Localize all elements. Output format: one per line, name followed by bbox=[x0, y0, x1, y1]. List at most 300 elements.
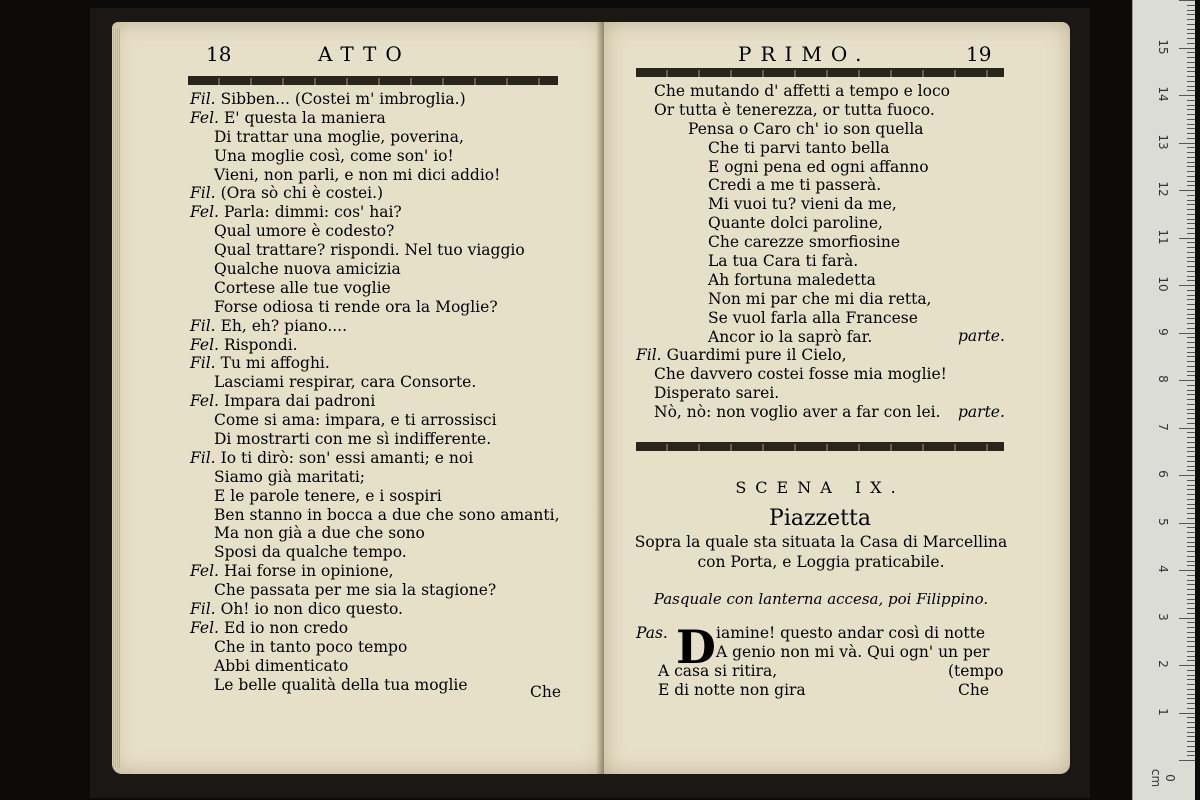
ruler-tick bbox=[1187, 656, 1195, 657]
ruler-tick bbox=[1187, 456, 1195, 457]
ruler-tick bbox=[1187, 195, 1195, 196]
left_page-line bbox=[190, 581, 590, 600]
ruler-tick bbox=[1179, 428, 1195, 429]
ruler-tick bbox=[1187, 318, 1195, 319]
verse-text: Che passata per me sia la stagione? bbox=[214, 581, 497, 600]
verse-text: Che ti parvi tanto bella bbox=[708, 138, 890, 157]
verse-text: Lasciami respirar, cara Consorte. bbox=[214, 373, 477, 392]
left_page-line bbox=[190, 203, 590, 222]
ruler-label: 11 bbox=[1156, 228, 1170, 245]
ruler-tick bbox=[1187, 242, 1195, 243]
speaker-tag: Fel. bbox=[190, 392, 219, 411]
ruler-tick bbox=[1187, 176, 1195, 177]
left_page-line bbox=[190, 373, 590, 392]
left-header-rule bbox=[188, 76, 558, 85]
ruler-tick bbox=[1187, 418, 1195, 419]
ruler-tick bbox=[1187, 546, 1195, 547]
ruler-tick bbox=[1187, 81, 1195, 82]
ruler-tick bbox=[1187, 561, 1195, 562]
ruler-label: 2 bbox=[1156, 660, 1170, 668]
ruler-tick bbox=[1187, 637, 1195, 638]
ruler-tick bbox=[1187, 304, 1195, 305]
ruler-label: 3 bbox=[1156, 612, 1170, 621]
verse-text: E' questa la maniera bbox=[223, 108, 386, 127]
ruler-tick bbox=[1187, 499, 1195, 500]
verse-text: E ogni pena ed ogni affanno bbox=[708, 157, 929, 176]
ruler-tick bbox=[1187, 90, 1195, 91]
left_page-line bbox=[190, 109, 590, 128]
ruler-tick bbox=[1187, 356, 1195, 357]
ruler-tick bbox=[1187, 565, 1195, 566]
scene-characters: Pasquale con lanterna accesa, poi Filippino. bbox=[653, 590, 989, 608]
ruler-tick bbox=[1187, 603, 1195, 604]
ruler-tick bbox=[1187, 76, 1195, 77]
ruler-tick bbox=[1179, 760, 1195, 761]
ruler-tick bbox=[1187, 432, 1195, 433]
ruler-label: 7 bbox=[1156, 422, 1170, 431]
measuring-ruler bbox=[1132, 0, 1195, 800]
scene-speaker: Pas. bbox=[636, 624, 668, 642]
right_page-line bbox=[636, 195, 1036, 214]
setting-description-2: con Porta, e Loggia praticabile. bbox=[697, 553, 945, 571]
verse-text: Che in tanto poco tempo bbox=[214, 637, 408, 656]
verse-text: La tua Cara ti farà. bbox=[708, 252, 859, 271]
ruler-tick bbox=[1187, 181, 1195, 182]
ruler-tick bbox=[1187, 542, 1195, 543]
ruler-tick bbox=[1187, 470, 1195, 471]
verse-text: Credi a me ti passerà. bbox=[708, 176, 882, 195]
ruler-tick bbox=[1187, 646, 1195, 647]
speaker-tag: Fel. bbox=[190, 335, 219, 354]
scene-setting: Piazzetta bbox=[769, 506, 871, 531]
ruler-tick bbox=[1187, 689, 1195, 690]
left_page-line bbox=[190, 600, 590, 619]
verse-text: Disperato sarei. bbox=[654, 384, 780, 403]
verse-text: Ben stanno in bocca a due che sono amanti, bbox=[214, 505, 560, 524]
ruler-tick bbox=[1187, 494, 1195, 495]
ruler-tick bbox=[1187, 266, 1195, 267]
left_page-line bbox=[190, 430, 590, 449]
ruler-tick bbox=[1187, 727, 1195, 728]
ruler-tick bbox=[1187, 5, 1195, 6]
ruler-tick bbox=[1187, 295, 1195, 296]
left_page-line bbox=[190, 128, 590, 147]
left_page-line bbox=[190, 524, 590, 543]
left_page-line bbox=[190, 638, 590, 657]
verse-text: Mi vuoi tu? vieni da me, bbox=[708, 195, 897, 214]
right_page-line bbox=[636, 384, 1036, 403]
ruler-tick bbox=[1187, 200, 1195, 201]
ruler-tick bbox=[1187, 138, 1195, 139]
ruler-tick bbox=[1187, 114, 1195, 115]
ruler-tick bbox=[1187, 746, 1195, 747]
left_page-line bbox=[190, 657, 590, 676]
verse-text: Qual trattare? rispondi. Nel tuo viaggio bbox=[214, 241, 525, 260]
ruler-tick bbox=[1187, 100, 1195, 101]
ruler-tick bbox=[1187, 299, 1195, 300]
right-catchword: Che bbox=[958, 681, 990, 699]
verse-text: Oh! io non dico questo. bbox=[220, 600, 403, 619]
ruler-tick bbox=[1187, 451, 1195, 452]
left-page-number: 18 bbox=[206, 42, 232, 66]
ruler-unit-label: 0 cm bbox=[1149, 768, 1177, 788]
speaker-tag: Fil. bbox=[190, 316, 216, 335]
ruler-label: 12 bbox=[1156, 181, 1170, 197]
ruler-tick bbox=[1179, 0, 1195, 1]
right_page-line bbox=[636, 214, 1036, 233]
speaker-tag: Fel. bbox=[190, 562, 219, 581]
ruler-tick bbox=[1187, 584, 1195, 585]
left_page-line bbox=[190, 222, 590, 241]
left_page-line bbox=[190, 392, 590, 411]
right_page-line bbox=[636, 101, 1036, 120]
verse-text: Come si ama: impara, e ti arrossisci bbox=[214, 411, 497, 430]
ruler-tick bbox=[1187, 124, 1195, 125]
ruler-tick bbox=[1187, 594, 1195, 595]
ruler-tick bbox=[1179, 570, 1195, 571]
ruler-tick bbox=[1187, 575, 1195, 576]
ruler-label: 13 bbox=[1156, 133, 1170, 150]
verse-text: Siamo già maritati; bbox=[214, 467, 366, 486]
verse-text: Le belle qualità della tua moglie bbox=[214, 675, 468, 694]
ruler-tick bbox=[1187, 466, 1195, 467]
ruler-tick bbox=[1187, 57, 1195, 58]
ruler-tick bbox=[1187, 204, 1195, 205]
ruler-tick bbox=[1187, 228, 1195, 229]
verse-line-4: E di notte non gira bbox=[658, 681, 806, 699]
ruler-tick bbox=[1187, 599, 1195, 600]
verse-text: Guardimi pure il Cielo, bbox=[666, 346, 847, 365]
verse-line-3: A casa si ritira, bbox=[658, 662, 778, 680]
ruler-tick bbox=[1187, 518, 1195, 519]
ruler-tick bbox=[1187, 480, 1195, 481]
ruler-tick bbox=[1187, 447, 1195, 448]
ruler-tick bbox=[1179, 190, 1195, 191]
right_page-line bbox=[636, 233, 1036, 252]
ruler-tick bbox=[1187, 390, 1195, 391]
ruler-tick bbox=[1187, 589, 1195, 590]
ruler-tick bbox=[1187, 223, 1195, 224]
right_page-line bbox=[636, 365, 1036, 384]
verse-text: (Ora sò chi è costei.) bbox=[220, 184, 384, 203]
ruler-tick bbox=[1187, 352, 1195, 353]
verse-text: Ed io non credo bbox=[223, 618, 349, 637]
left_page-line bbox=[190, 543, 590, 562]
right_page-line bbox=[636, 346, 1036, 365]
ruler-tick bbox=[1187, 608, 1195, 609]
ruler-tick bbox=[1187, 413, 1195, 414]
verse-text: Or tutta è tenerezza, or tutta fuoco. bbox=[654, 100, 935, 119]
verse-text: Io ti dirò: son' essi amanti; e noi bbox=[220, 448, 474, 467]
speaker-tag: Fel. bbox=[190, 618, 219, 637]
ruler-tick bbox=[1187, 504, 1195, 505]
speaker-tag: Fil. bbox=[190, 448, 216, 467]
speaker-tag: Fil. bbox=[636, 346, 662, 365]
verse-text: Abbi dimenticato bbox=[214, 656, 349, 675]
ruler-tick bbox=[1187, 485, 1195, 486]
ruler-tick bbox=[1187, 133, 1195, 134]
verse-text: Quante dolci paroline, bbox=[708, 214, 883, 233]
ruler-tick bbox=[1187, 109, 1195, 110]
verse-text: Vieni, non parli, e non mi dici addio! bbox=[214, 165, 501, 184]
right_page-line bbox=[636, 120, 1036, 139]
ruler-tick bbox=[1187, 209, 1195, 210]
ruler-tick bbox=[1187, 627, 1195, 628]
ruler-tick bbox=[1187, 290, 1195, 291]
left-header bbox=[200, 42, 560, 72]
ruler-tick bbox=[1179, 523, 1195, 524]
left_page-line bbox=[190, 336, 590, 355]
verse-text: Non mi par che mi dia retta, bbox=[708, 289, 932, 308]
verse-text: Parla: dimmi: cos' hai? bbox=[223, 203, 402, 222]
ruler-tick bbox=[1187, 708, 1195, 709]
ruler-tick bbox=[1187, 309, 1195, 310]
left_page-line bbox=[190, 506, 590, 525]
ruler-tick bbox=[1187, 19, 1195, 20]
verse-text: Che davvero costei fosse mia moglie! bbox=[654, 365, 947, 384]
ruler-tick bbox=[1187, 157, 1195, 158]
ruler-tick bbox=[1187, 437, 1195, 438]
right_page-line bbox=[636, 176, 1036, 195]
ruler-tick bbox=[1187, 755, 1195, 756]
ruler-tick bbox=[1187, 14, 1195, 15]
ruler-tick bbox=[1187, 257, 1195, 258]
right-header-rule bbox=[636, 68, 1004, 77]
ruler-tick bbox=[1187, 641, 1195, 642]
ruler-tick bbox=[1179, 618, 1195, 619]
ruler-tick bbox=[1187, 423, 1195, 424]
ruler-tick bbox=[1187, 71, 1195, 72]
right_page-line bbox=[636, 309, 1036, 328]
ruler-tick bbox=[1187, 10, 1195, 11]
left_page-line bbox=[190, 260, 590, 279]
ruler-label: 5 bbox=[1156, 517, 1170, 526]
verse-text: Ma non già a due che sono bbox=[214, 524, 425, 543]
verse-text: Pensa o Caro ch' io son quella bbox=[688, 119, 924, 138]
right_page-line bbox=[636, 82, 1036, 101]
exit-direction-1: parte. bbox=[958, 327, 1005, 345]
ruler-tick bbox=[1187, 271, 1195, 272]
ruler-tick bbox=[1187, 314, 1195, 315]
ruler-tick bbox=[1187, 532, 1195, 533]
ruler-tick bbox=[1187, 342, 1195, 343]
ruler-tick bbox=[1187, 219, 1195, 220]
verse-text: Una moglie così, come son' io! bbox=[214, 146, 454, 165]
verse-text: Rispondi. bbox=[223, 335, 298, 354]
ruler-tick bbox=[1187, 276, 1195, 277]
ruler-tick bbox=[1187, 261, 1195, 262]
ruler-tick bbox=[1187, 679, 1195, 680]
ruler-tick bbox=[1187, 508, 1195, 509]
ruler-tick bbox=[1187, 280, 1195, 281]
ruler-tick bbox=[1187, 375, 1195, 376]
verse-text: Qualche nuova amicizia bbox=[214, 260, 401, 279]
ruler-tick bbox=[1187, 119, 1195, 120]
left_page-line bbox=[190, 90, 590, 109]
ruler-tick bbox=[1187, 461, 1195, 462]
verse-text: Hai forse in opinione, bbox=[223, 562, 394, 581]
ruler-tick bbox=[1187, 252, 1195, 253]
ruler-tick bbox=[1187, 166, 1195, 167]
ruler-tick bbox=[1187, 361, 1195, 362]
ruler-label: 15 bbox=[1156, 38, 1170, 55]
speaker-tag: Fil. bbox=[190, 354, 216, 373]
right-page-number: 19 bbox=[966, 42, 992, 66]
left_page-line bbox=[190, 317, 590, 336]
ruler-tick bbox=[1187, 537, 1195, 538]
ruler-tick bbox=[1187, 323, 1195, 324]
ruler-tick bbox=[1187, 694, 1195, 695]
ruler-label: 9 bbox=[1156, 327, 1170, 336]
ruler-tick bbox=[1187, 33, 1195, 34]
ruler-tick bbox=[1179, 143, 1195, 144]
ruler-tick bbox=[1187, 328, 1195, 329]
ruler-tick bbox=[1187, 43, 1195, 44]
ruler-tick bbox=[1187, 399, 1195, 400]
ruler-tick bbox=[1187, 29, 1195, 30]
ruler-tick bbox=[1187, 717, 1195, 718]
ruler-tick bbox=[1187, 247, 1195, 248]
left_page-line bbox=[190, 619, 590, 638]
ruler-tick bbox=[1187, 171, 1195, 172]
ruler-tick bbox=[1187, 551, 1195, 552]
ruler-tick bbox=[1187, 233, 1195, 234]
ruler-tick bbox=[1187, 613, 1195, 614]
ruler-tick bbox=[1187, 751, 1195, 752]
ruler-tick bbox=[1187, 580, 1195, 581]
verse-turnover: (tempo bbox=[948, 662, 1004, 680]
ruler-tick bbox=[1179, 475, 1195, 476]
ruler-tick bbox=[1179, 380, 1195, 381]
verse-text: Ah fortuna maledetta bbox=[708, 270, 876, 289]
left_page-line bbox=[190, 147, 590, 166]
verse-text: Che carezze smorfiosine bbox=[708, 233, 901, 252]
ruler-tick bbox=[1187, 698, 1195, 699]
verse-text: Eh, eh? piano.... bbox=[220, 316, 348, 335]
verse-text: Tu mi affoghi. bbox=[220, 354, 330, 373]
right-running-title: PRIMO. bbox=[738, 42, 871, 66]
left_page-line bbox=[190, 411, 590, 430]
left_page-line bbox=[190, 487, 590, 506]
ruler-tick bbox=[1187, 556, 1195, 557]
ruler-tick bbox=[1187, 684, 1195, 685]
ruler-tick bbox=[1187, 722, 1195, 723]
verse-text: Impara dai padroni bbox=[223, 392, 376, 411]
ruler-tick bbox=[1187, 147, 1195, 148]
ruler-tick bbox=[1187, 741, 1195, 742]
right_page-line bbox=[636, 252, 1036, 271]
ruler-tick bbox=[1187, 105, 1195, 106]
ruler-tick bbox=[1187, 622, 1195, 623]
ruler-tick bbox=[1187, 52, 1195, 53]
ruler-tick bbox=[1187, 371, 1195, 372]
ruler-tick bbox=[1187, 385, 1195, 386]
right_page-line bbox=[636, 271, 1036, 290]
ruler-tick bbox=[1179, 333, 1195, 334]
verse-line-1: iamine! questo andar così di notte bbox=[716, 624, 986, 642]
ruler-tick bbox=[1187, 675, 1195, 676]
verse-text: Di mostrarti con me sì indifferente. bbox=[214, 430, 492, 449]
ruler-label: 10 bbox=[1156, 276, 1170, 292]
verse-text: Sibben... (Costei m' imbroglia.) bbox=[220, 90, 466, 108]
scene-divider-rule bbox=[636, 442, 1004, 451]
scene-heading: SCENA IX. bbox=[735, 478, 905, 497]
ruler-tick bbox=[1179, 285, 1195, 286]
ruler-tick bbox=[1187, 337, 1195, 338]
ruler-label: 4 bbox=[1156, 565, 1170, 573]
speaker-tag: Fel. bbox=[190, 108, 219, 127]
left_page-line bbox=[190, 449, 590, 468]
ruler-tick bbox=[1179, 95, 1195, 96]
ruler-label: 8 bbox=[1156, 375, 1170, 383]
speaker-tag: Fel. bbox=[190, 203, 219, 222]
verse-text: Se vuol farla alla Francese bbox=[708, 308, 918, 327]
ruler-tick bbox=[1187, 67, 1195, 68]
verse-text: Qual umore è codesto? bbox=[214, 222, 395, 241]
left-catchword: Che bbox=[530, 683, 562, 701]
verse-text: Che mutando d' affetti a tempo e loco bbox=[654, 82, 950, 100]
right_page-line bbox=[636, 158, 1036, 177]
ruler-tick bbox=[1187, 442, 1195, 443]
verse-line-2: A genio non mi và. Qui ogn' un per bbox=[716, 643, 990, 661]
setting-description-1: Sopra la quale sta situata la Casa di Marcellina bbox=[634, 533, 1008, 551]
drop-capital: D bbox=[676, 620, 716, 674]
ruler-tick bbox=[1187, 632, 1195, 633]
verse-text: Sposi da qualche tempo. bbox=[214, 543, 407, 562]
ruler-tick bbox=[1187, 86, 1195, 87]
left_page-line bbox=[190, 279, 590, 298]
ruler-tick bbox=[1179, 713, 1195, 714]
left-verse-list bbox=[190, 90, 590, 695]
speaker-tag: Fil. bbox=[190, 184, 216, 203]
ruler-tick bbox=[1187, 404, 1195, 405]
ruler-tick bbox=[1187, 162, 1195, 163]
ruler-tick bbox=[1187, 732, 1195, 733]
ruler-tick bbox=[1187, 409, 1195, 410]
left_page-line bbox=[190, 298, 590, 317]
ruler-tick bbox=[1179, 238, 1195, 239]
ruler-tick bbox=[1187, 38, 1195, 39]
right-verse-list bbox=[636, 82, 1036, 422]
ruler-tick bbox=[1187, 527, 1195, 528]
right_page-line bbox=[636, 139, 1036, 158]
left_page-line bbox=[190, 166, 590, 185]
verse-text: E le parole tenere, e i sospiri bbox=[214, 486, 442, 505]
right_page-line bbox=[636, 290, 1036, 309]
ruler-label: 1 bbox=[1156, 707, 1170, 716]
verse-text: Cortese alle tue voglie bbox=[214, 278, 391, 297]
ruler-tick bbox=[1187, 660, 1195, 661]
left_page-line bbox=[190, 241, 590, 260]
ruler-tick bbox=[1187, 185, 1195, 186]
speaker-tag: Fil. bbox=[190, 600, 216, 619]
verse-text: Di trattar una moglie, poverina, bbox=[214, 127, 464, 146]
ruler-tick bbox=[1187, 214, 1195, 215]
verse-text: Nò, nò: non voglio aver a far con lei. bbox=[654, 403, 941, 422]
ruler-tick bbox=[1187, 670, 1195, 671]
ruler-tick bbox=[1187, 736, 1195, 737]
left_page-line bbox=[190, 562, 590, 581]
ruler-tick bbox=[1187, 703, 1195, 704]
page-edges bbox=[112, 28, 120, 768]
ruler-tick bbox=[1187, 152, 1195, 153]
ruler-tick bbox=[1187, 24, 1195, 25]
ruler-tick bbox=[1187, 489, 1195, 490]
left_page-line bbox=[190, 468, 590, 487]
verse-text: Forse odiosa ti rende ora la Moglie? bbox=[214, 297, 498, 316]
ruler-tick bbox=[1179, 665, 1195, 666]
ruler-tick bbox=[1187, 651, 1195, 652]
